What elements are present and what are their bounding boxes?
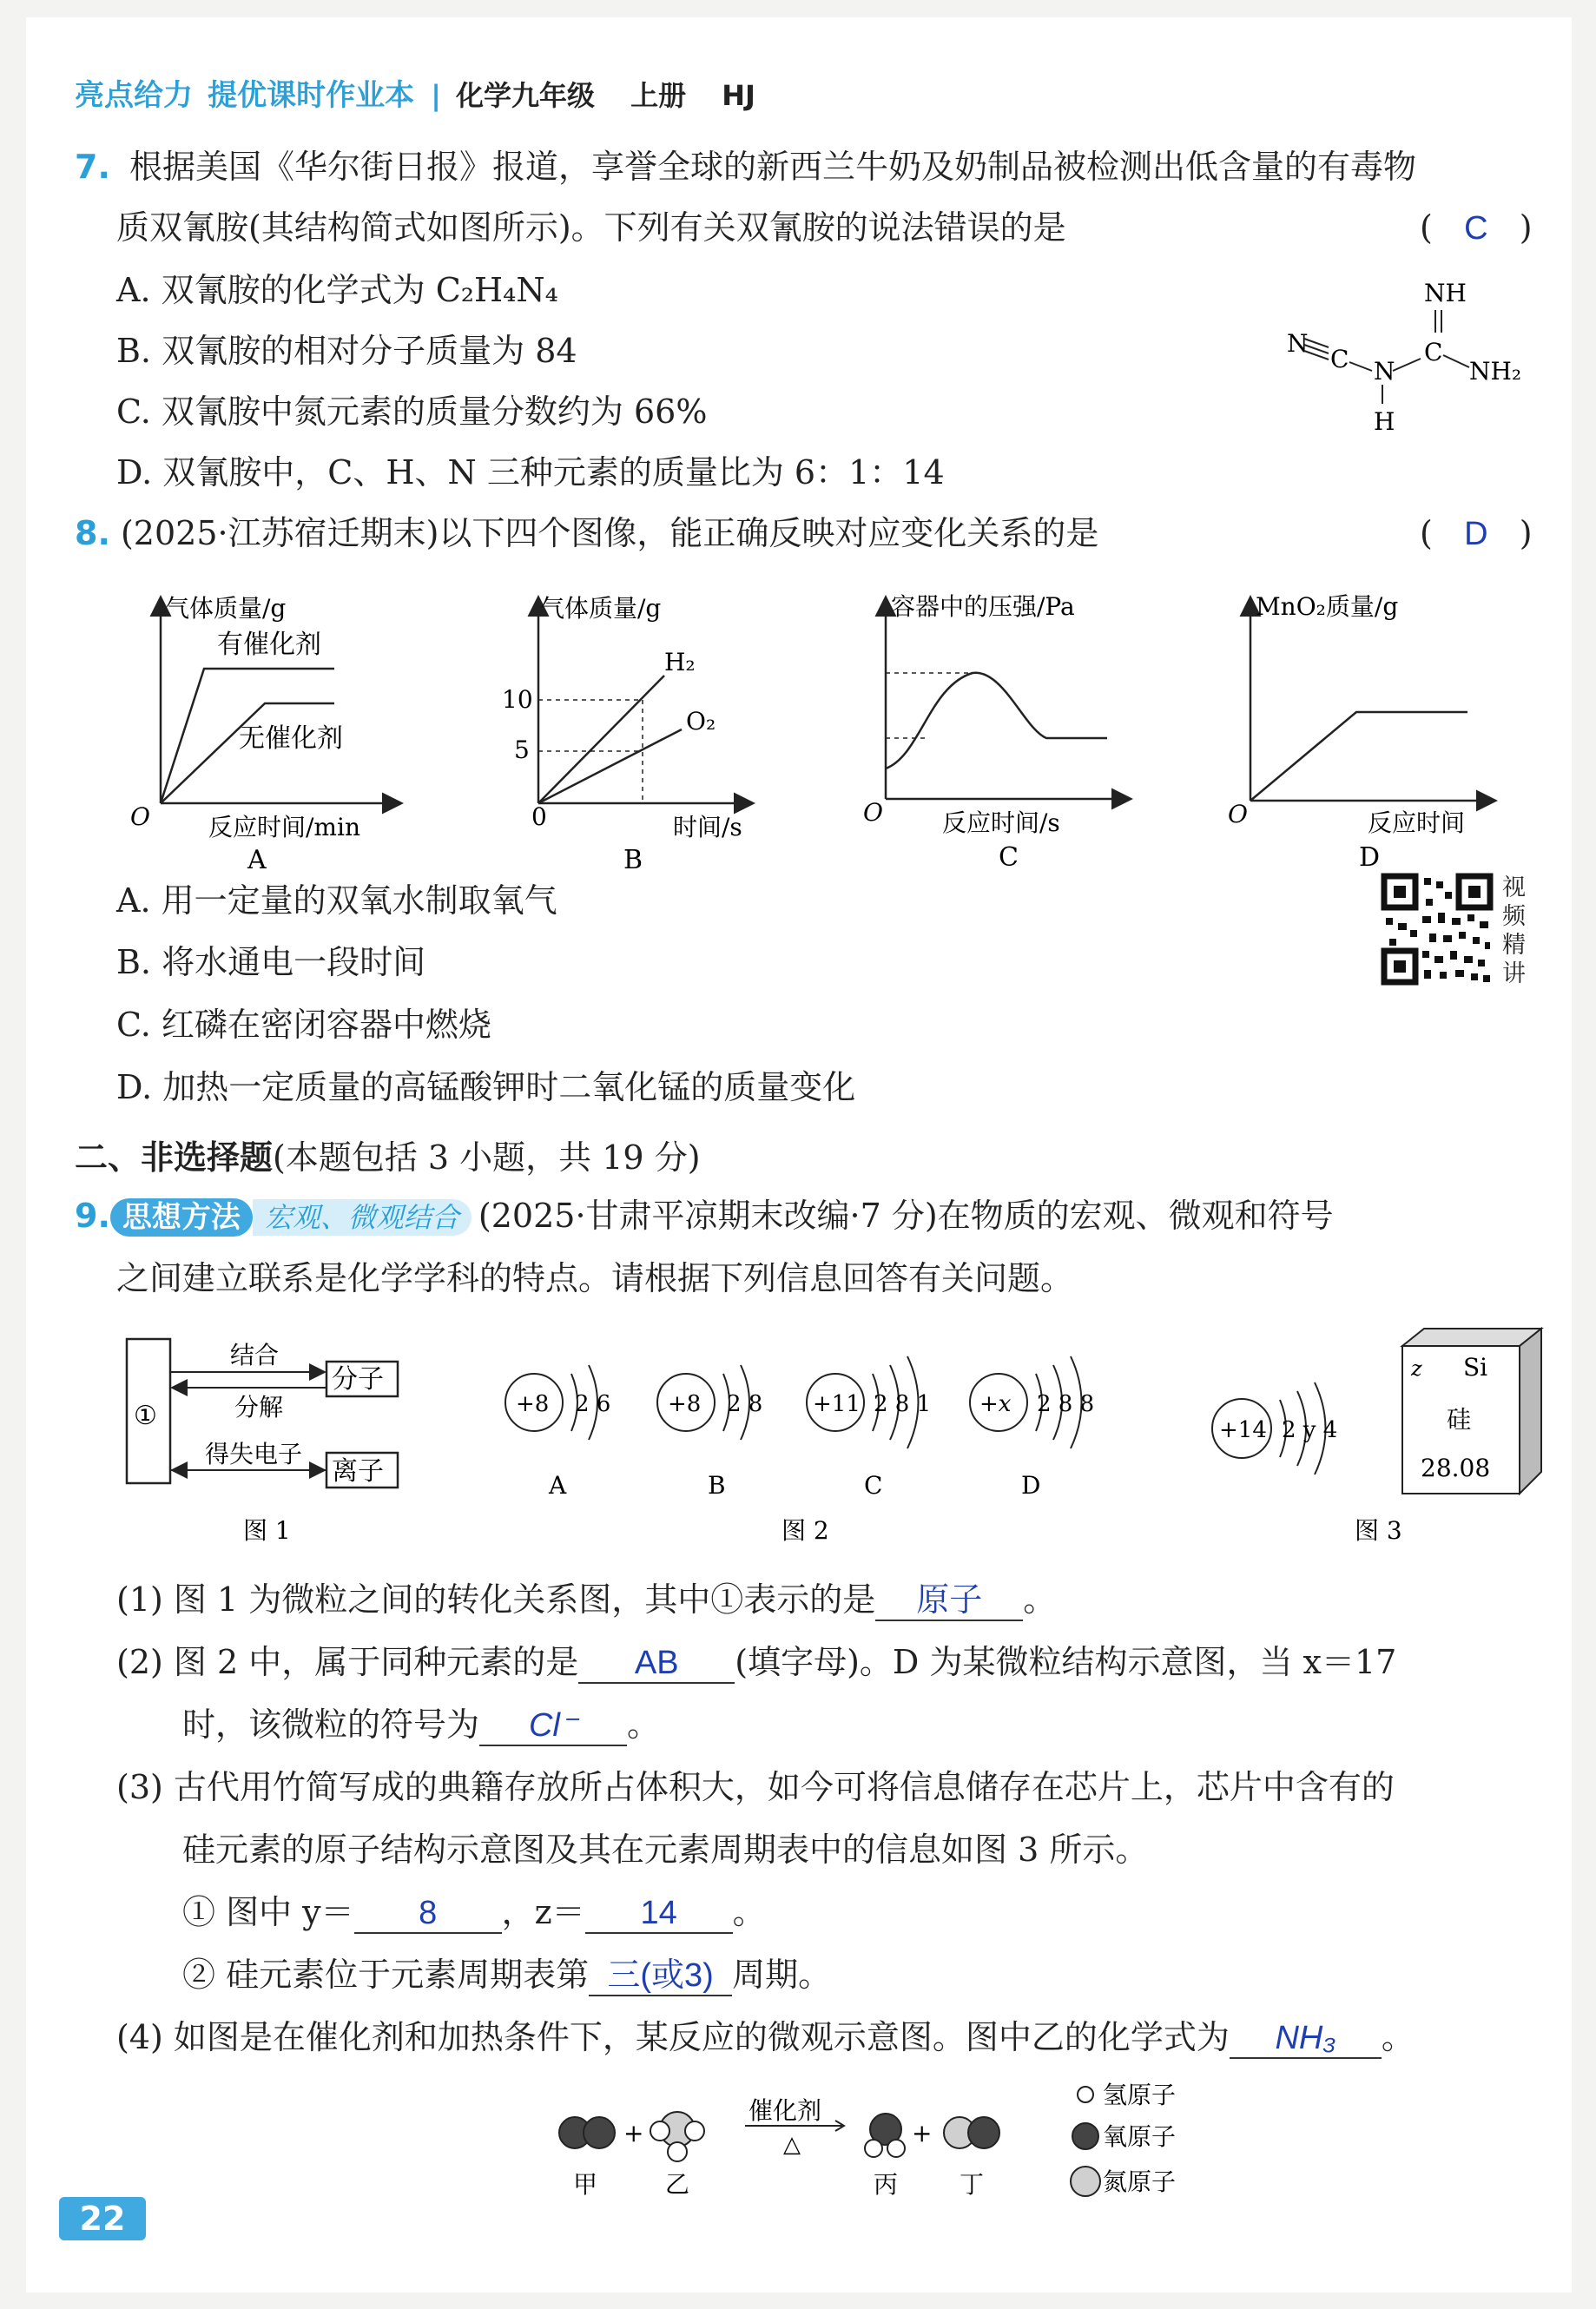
q7-line1 [75,148,1416,188]
header-volume: 上册 [630,79,687,112]
svg-text:B: B [708,1471,726,1500]
q9-part4: (4) 如图是在催化剂和加热条件下，某反应的微观示意图。图中乙的化学式为 NH₃ 。 [116,2018,1415,2059]
svg-text:丙: 丙 [874,2170,899,2197]
q9-part2-answer-1[interactable]: AB [578,1646,735,1684]
figure-3 [1181,1320,1572,1546]
section-2-title: 二、非选择题 [75,1138,274,1177]
fig1-caption: 图 1 [243,1516,291,1545]
q9-stem-2: 之间建立联系是化学学科的特点。请根据下列信息回答有关问题。 [116,1259,1074,1297]
reaction-diagram [530,2075,1242,2197]
svg-text:丁: 丁 [960,2170,985,2197]
graph-b-label-o2: O₂ [686,707,716,736]
svg-text:Si: Si [1463,1353,1488,1382]
graph-a-origin: O [130,802,150,831]
svg-text:28.08: 28.08 [1421,1454,1491,1482]
atom-b [657,1365,762,1500]
fig3-caption: 图 3 [1355,1516,1402,1545]
section-2-note: (本题包括 3 小题，共 19 分) [273,1138,701,1177]
svg-text:2 6: 2 6 [575,1391,611,1417]
atom-d [970,1356,1094,1500]
graph-a-label-no-catalyst: 无催化剂 [239,723,343,754]
fig1-molecule: 分子 [332,1364,384,1395]
q7-stem-2: 质双氰胺(其结构简式如图所示)。下列有关双氰胺的说法错误的是 [116,208,1066,247]
q7-answer: C [1464,210,1488,247]
fig1-atom-circle: ① [134,1401,157,1431]
svg-text:2 8 1: 2 8 1 [874,1391,932,1417]
graph-d-ylabel: MnO₂质量/g [1256,592,1399,621]
graph-b-label-h2: H₂ [664,648,696,676]
graph-a [113,582,408,877]
figure-1 [122,1320,425,1546]
graph-c-xlabel: 反应时间/s [942,808,1060,837]
molecule-jia [559,2117,615,2148]
q9-part3-line1: (3) 古代用竹简写成的典籍存放所占体积大，如今可将信息储存在芯片上，芯片中含有的 [116,1768,1395,1806]
q7-answer-paren: ( C ) [1420,208,1533,247]
q9-part4-answer[interactable]: NH₃ [1230,2021,1382,2059]
graph-c-origin: O [863,798,883,827]
structure-c1: C [1330,345,1349,373]
graph-b-line-o2 [538,729,682,803]
reaction-heat: △ [783,2132,801,2158]
q8-answer: D [1464,516,1488,552]
svg-text:+14: +14 [1219,1417,1267,1443]
graph-c-caption: C [999,842,1019,873]
page-number: 22 [59,2197,146,2240]
svg-text:D: D [1021,1471,1041,1500]
header-brand: 亮点给力 [75,78,193,113]
graph-d-xlabel: 反应时间 [1368,808,1466,837]
svg-text:z: z [1411,1356,1422,1381]
svg-text:+: + [623,2119,644,2147]
q7-option-a: A. 双氰胺的化学式为 C₂H₄N₄ [116,271,558,309]
svg-text:硅: 硅 [1447,1405,1472,1434]
graph-a-label-catalyst: 有催化剂 [217,630,321,660]
structure-nh2: NH₂ [1469,357,1522,386]
header-edition: HJ [722,79,755,112]
graph-d [1216,582,1511,877]
q9-answer-y[interactable]: 8 [354,1896,502,1934]
graph-b-caption: B [623,845,643,875]
graph-b [478,582,773,877]
graph-c-curve [886,673,1107,769]
svg-text:+8: +8 [516,1391,550,1417]
q9-answer-period[interactable]: 三(或3) [589,1958,732,1996]
q8-option-a: A. 用一定量的双氧水制取氧气 [116,881,557,920]
q8-option-d: D. 加热一定质量的高锰酸钾时二氧化锰的质量变化 [116,1068,856,1106]
graph-b-line-h2 [538,676,664,803]
silicon-periodic-cell [1402,1329,1541,1494]
graph-b-xlabel: 时间/s [673,813,742,841]
graph-b-ylabel: 气体质量/g [540,594,662,623]
q7-stem-1: 根据美国《华尔街日报》报道，享誉全球的新西兰牛奶及奶制品被检测出低含量的有毒物 [129,148,1416,186]
fig2-caption: 图 2 [782,1516,829,1545]
svg-text:氧原子: 氧原子 [1103,2122,1177,2151]
fig1-decompose: 分解 [234,1393,284,1422]
graph-a-ylabel: 气体质量/g [165,594,287,623]
svg-text:氢原子: 氢原子 [1103,2081,1177,2109]
q9-part2-line2: 时，该微粒的符号为 Cl⁻ 。 [182,1705,660,1746]
q8-answer-paren: ( D ) [1420,514,1533,552]
structure-n-mid: N [1374,357,1395,386]
graph-c-ylabel: 容器中的压强/Pa [891,592,1075,621]
svg-text:2 8 8: 2 8 8 [1037,1391,1095,1417]
structure-nh: NH [1424,279,1467,307]
reaction-catalyst: 催化剂 [749,2096,822,2125]
figure-2 [486,1320,1146,1546]
header-sub: 提优课时作业本 [208,78,415,113]
svg-text:乙: 乙 [665,2170,690,2197]
graph-b-origin: 0 [531,802,547,831]
graph-d-line [1250,712,1467,801]
graph-c [851,582,1146,877]
q9-part1: (1) 图 1 为微粒之间的转化关系图，其中①表示的是 原子 。 [116,1580,1056,1621]
svg-text:2 8: 2 8 [727,1391,763,1417]
svg-text:+: + [912,2119,933,2147]
svg-text:氮原子: 氮原子 [1103,2167,1177,2196]
svg-text:A: A [549,1471,567,1500]
q9-part2-line1: (2) 图 2 中，属于同种元素的是 AB (填字母)。D 为某微粒结构示意图，当 x＝17 [116,1643,1396,1684]
q7-number: 7. [75,148,110,186]
fig1-gain-lose: 得失电子 [205,1440,303,1468]
molecule-yi [650,2112,704,2161]
page [26,17,1572,2293]
q9-stem-line1 [75,1197,1334,1237]
graph-a-caption: A [247,845,267,875]
q8-stem-line [75,514,1098,554]
q9-answer-z[interactable]: 14 [585,1896,733,1934]
q9-tag-topic: 宏观、微观结合 [253,1199,472,1236]
q8-number: 8. [75,514,110,552]
q7-option-d: D. 双氰胺中，C、H、N 三种元素的质量比为 6：1：14 [116,453,945,491]
svg-text:甲: 甲 [573,2170,598,2197]
q9-part3-sub2: ② 硅元素位于元素周期表第 三(或3) 周期。 [182,1956,831,1996]
video-label: 视 频 精 讲 [1502,874,1526,987]
structure-n-left: N [1287,329,1309,358]
svg-text:+8: +8 [668,1391,702,1417]
header-sep: | [431,79,441,112]
structure-h: H [1374,407,1395,436]
qr-code[interactable] [1381,873,1494,986]
svg-text:2 y 4: 2 y 4 [1282,1417,1338,1443]
dicyandiamide-structure [1276,265,1572,439]
svg-text:C: C [864,1471,883,1500]
header-subject: 化学九年级 [455,79,595,112]
header [75,71,755,114]
graph-d-origin: O [1228,800,1248,828]
q9-stem-1: (2025·甘肃平凉期末改编·7 分)在物质的宏观、微观和符号 [478,1197,1334,1235]
q8-option-b: B. 将水通电一段时间 [116,943,426,981]
molecule-bing [865,2114,905,2157]
svg-text:+11: +11 [813,1391,861,1417]
q7-option-b: B. 双氰胺的相对分子质量为 84 [116,332,577,370]
q9-part1-answer[interactable]: 原子 [875,1583,1023,1621]
atom-a [505,1365,610,1500]
q9-number: 9. [75,1197,110,1235]
silicon-atom [1212,1382,1337,1474]
q8-stem: (2025·江苏宿迁期末)以下四个图像，能正确反映对应变化关系的是 [120,514,1099,552]
graph-d-caption: D [1359,842,1381,873]
q9-part3-sub1: ① 图中 y＝ 8 ，z＝ 14 。 [182,1893,766,1934]
q9-tag-method: 思想方法 [110,1198,253,1237]
fig1-ion: 离子 [332,1456,384,1487]
reaction-legend [1071,2081,1176,2196]
atom-c [807,1356,931,1500]
q9-part2-answer-2[interactable]: Cl⁻ [479,1708,627,1746]
fig1-combine: 结合 [230,1341,280,1369]
molecule-ding [944,2117,999,2148]
section-2-heading [75,1131,701,1178]
graph-a-xlabel: 反应时间/min [208,813,360,841]
graph-b-tick-5: 5 [514,736,530,764]
graph-b-tick-10: 10 [502,685,533,714]
q8-option-c: C. 红磷在密闭容器中燃烧 [116,1006,491,1044]
structure-c2: C [1424,338,1443,366]
q7-option-c: C. 双氰胺中氮元素的质量分数约为 66% [116,393,708,431]
svg-text:+x: +x [979,1391,1012,1417]
q9-part3-line2: 硅元素的原子结构示意图及其在元素周期表中的信息如图 3 所示。 [182,1831,1149,1869]
